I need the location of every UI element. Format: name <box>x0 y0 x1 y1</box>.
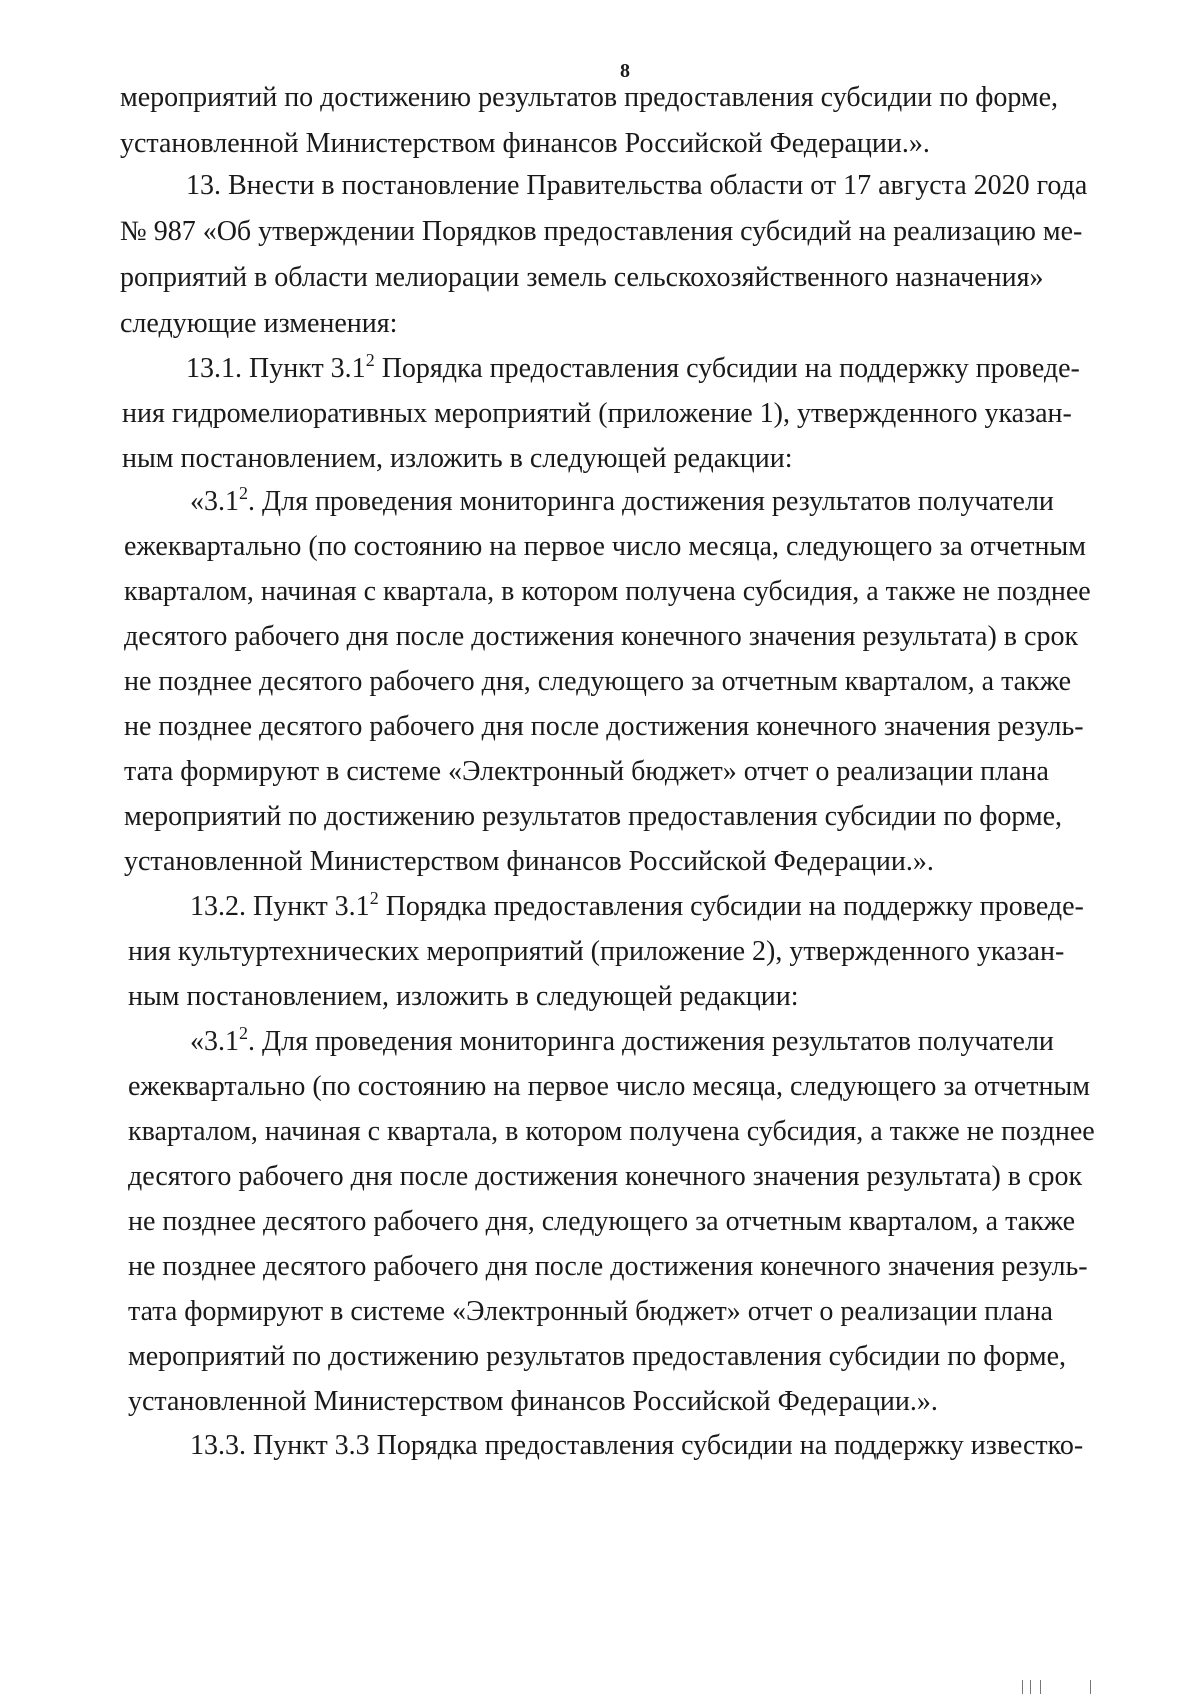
text-segment: . Для проведения мониторинга достижения результатов получатели <box>248 486 1054 517</box>
text-line <box>186 350 1080 384</box>
scan-artifact <box>1022 1680 1023 1694</box>
text-segment: Порядка предоставления субсидии на поддержку проведе- <box>374 353 1080 384</box>
scan-artifact <box>1090 1680 1091 1694</box>
text-line: установленной Министерством финансов Российской Федерации.». <box>128 1386 938 1417</box>
text-line: не позднее десятого рабочего дня, следующего за отчетным кварталом, а также <box>128 1206 1076 1237</box>
text-line: не позднее десятого рабочего дня после достижения конечного значения резуль- <box>124 711 1084 742</box>
text-line: установленной Министерством финансов Российской Федерации.». <box>120 128 930 159</box>
text-line: десятого рабочего дня после достижения конечного значения результата) в срок <box>128 1161 1083 1192</box>
text-line: не позднее десятого рабочего дня после достижения конечного значения резуль- <box>128 1251 1088 1282</box>
page-number: 8 <box>620 60 630 82</box>
superscript: 2 <box>239 483 248 503</box>
text-line: мероприятий по достижению результатов предоставления субсидии по форме, <box>120 82 1059 113</box>
text-line: 13.3. Пункт 3.3 Порядка предоставления субсидии на поддержку известко- <box>190 1430 1084 1461</box>
text-line: кварталом, начиная с квартала, в котором получена субсидия, а также не позднее <box>128 1116 1095 1147</box>
text-line: установленной Министерством финансов Российской Федерации.». <box>124 846 934 877</box>
superscript: 2 <box>239 1023 248 1043</box>
text-line: ния культуртехнических мероприятий (приложение 2), утвержденного указан- <box>128 936 1065 967</box>
text-line: тата формируют в системе «Электронный бюджет» отчет о реализации плана <box>128 1296 1053 1327</box>
text-segment: 13.2. Пункт 3.1 <box>190 891 370 922</box>
text-line <box>190 1023 1054 1057</box>
text-line: ежеквартально (по состоянию на первое число месяца, следующего за отчетным <box>128 1071 1090 1102</box>
superscript: 2 <box>365 350 375 370</box>
text-line: не позднее десятого рабочего дня, следующего за отчетным кварталом, а также <box>124 666 1072 697</box>
scan-artifact <box>1040 1680 1041 1694</box>
text-line: десятого рабочего дня после достижения конечного значения результата) в срок <box>124 621 1079 652</box>
text-line <box>190 888 1084 922</box>
text-line: следующие изменения: <box>120 308 398 339</box>
superscript: 2 <box>369 888 379 908</box>
text-line: ния гидромелиоративных мероприятий (приложение 1), утвержденного указан- <box>122 398 1072 429</box>
text-segment: 13.1. Пункт 3.1 <box>186 353 366 384</box>
text-line: 13. Внести в постановление Правительства области от 17 августа 2020 года <box>186 170 1088 201</box>
text-line: ежеквартально (по состоянию на первое число месяца, следующего за отчетным <box>124 531 1086 562</box>
text-line: мероприятий по достижению результатов предоставления субсидии по форме, <box>128 1341 1067 1372</box>
text-line: кварталом, начиная с квартала, в котором получена субсидия, а также не позднее <box>124 576 1091 607</box>
text-line: мероприятий по достижению результатов предоставления субсидии по форме, <box>124 801 1063 832</box>
scan-artifact <box>1030 1680 1031 1694</box>
text-line: тата формируют в системе «Электронный бюджет» отчет о реализации плана <box>124 756 1049 787</box>
text-line: роприятий в области мелиорации земель сельскохозяйственного назначения» <box>120 262 1044 293</box>
text-segment: «3.1 <box>190 486 239 517</box>
text-line: ным постановлением, изложить в следующей редакции: <box>122 443 793 474</box>
text-line: № 987 «Об утверждении Порядков предоставления субсидий на реализацию ме- <box>120 216 1083 247</box>
text-segment: Порядка предоставления субсидии на поддержку проведе- <box>378 891 1084 922</box>
text-segment: «3.1 <box>190 1026 239 1057</box>
text-segment: . Для проведения мониторинга достижения результатов получатели <box>248 1026 1054 1057</box>
text-line <box>190 483 1054 517</box>
text-line: ным постановлением, изложить в следующей редакции: <box>128 981 799 1012</box>
